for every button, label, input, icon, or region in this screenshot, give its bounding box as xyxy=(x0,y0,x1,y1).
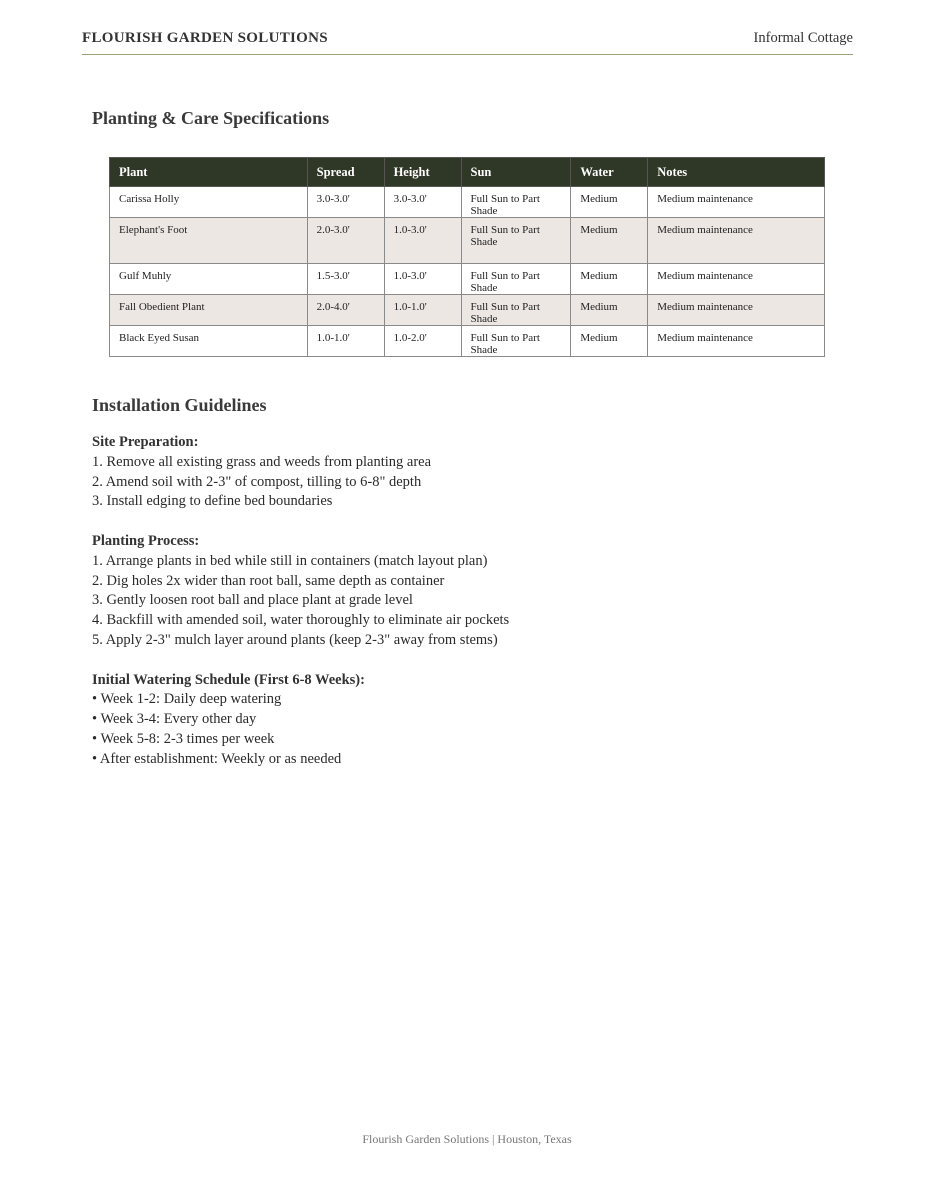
cell-water: Medium xyxy=(571,218,648,264)
plant-spec-table xyxy=(109,157,825,357)
cell-plant: Black Eyed Susan xyxy=(110,326,308,357)
planting-process-heading: Planting Process: xyxy=(92,532,200,549)
cell-height: 1.0-3.0' xyxy=(384,264,461,295)
cell-water: Medium xyxy=(571,326,648,357)
cell-height: 1.0-1.0' xyxy=(384,295,461,326)
specs-heading: Planting & Care Specifications xyxy=(92,108,330,128)
watering-schedule-heading: Initial Watering Schedule (First 6-8 Weeks): xyxy=(92,671,365,688)
cell-notes: Medium maintenance xyxy=(648,264,825,295)
column-header-sun: Sun xyxy=(461,158,571,187)
page-footer: Flourish Garden Solutions | Houston, Texas xyxy=(362,1132,572,1146)
cell-spread: 3.0-3.0' xyxy=(307,187,384,218)
page-header xyxy=(82,30,853,55)
cell-notes: Medium maintenance xyxy=(648,295,825,326)
cell-water: Medium xyxy=(571,264,648,295)
table-row xyxy=(110,295,825,326)
list-item: 5. Apply 2-3" mulch layer around plants (keep 2-3" away from stems) xyxy=(92,631,498,648)
cell-spread: 2.0-3.0' xyxy=(307,218,384,264)
list-item: 1. Arrange plants in bed while still in containers (match layout plan) xyxy=(92,552,488,569)
table-header-row xyxy=(110,158,825,187)
cell-water: Medium xyxy=(571,187,648,218)
column-header-height: Height xyxy=(384,158,461,187)
cell-sun: Full Sun to Part Shade xyxy=(461,295,571,326)
column-header-notes: Notes xyxy=(648,158,825,187)
site-prep-heading: Site Preparation: xyxy=(92,434,199,450)
list-item: • After establishment: Weekly or as needed xyxy=(92,750,342,767)
cell-notes: Medium maintenance xyxy=(648,187,825,218)
cell-plant: Fall Obedient Plant xyxy=(110,295,308,326)
installation-heading: Installation Guidelines xyxy=(92,395,267,415)
cell-sun: Full Sun to Part Shade xyxy=(461,218,571,264)
cell-spread: 1.5-3.0' xyxy=(307,264,384,295)
company-name: FLOURISH GARDEN SOLUTIONS xyxy=(82,30,328,46)
cell-height: 3.0-3.0' xyxy=(384,187,461,218)
column-header-water: Water xyxy=(571,158,648,187)
design-style: Informal Cottage xyxy=(753,30,853,46)
list-item: • Week 5-8: 2-3 times per week xyxy=(92,730,275,747)
cell-spread: 2.0-4.0' xyxy=(307,295,384,326)
list-item: 3. Gently loosen root ball and place plant at grade level xyxy=(92,592,413,609)
cell-notes: Medium maintenance xyxy=(648,326,825,357)
cell-water: Medium xyxy=(571,295,648,326)
cell-spread: 1.0-1.0' xyxy=(307,326,384,357)
cell-sun: Full Sun to Part Shade xyxy=(461,326,571,357)
list-item: 4. Backfill with amended soil, water thoroughly to eliminate air pockets xyxy=(92,612,510,629)
list-item: 3. Install edging to define bed boundaries xyxy=(92,493,333,510)
column-header-spread: Spread xyxy=(307,158,384,187)
cell-sun: Full Sun to Part Shade xyxy=(461,264,571,295)
list-item: 2. Dig holes 2x wider than root ball, same depth as container xyxy=(92,572,445,589)
cell-notes: Medium maintenance xyxy=(648,218,825,264)
list-item: • Week 1-2: Daily deep watering xyxy=(92,691,282,708)
cell-height: 1.0-3.0' xyxy=(384,218,461,264)
column-header-plant: Plant xyxy=(110,158,308,187)
cell-plant: Carissa Holly xyxy=(110,187,308,218)
table-row xyxy=(110,218,825,264)
list-item: 1. Remove all existing grass and weeds from planting area xyxy=(92,453,432,470)
list-item: • Week 3-4: Every other day xyxy=(92,711,257,728)
cell-sun: Full Sun to Part Shade xyxy=(461,187,571,218)
table-row xyxy=(110,326,825,357)
cell-height: 1.0-2.0' xyxy=(384,326,461,357)
cell-plant: Gulf Muhly xyxy=(110,264,308,295)
list-item: 2. Amend soil with 2-3" of compost, tilling to 6-8" depth xyxy=(92,473,422,490)
installation-guidelines xyxy=(92,433,509,770)
table-row xyxy=(110,264,825,295)
table-row xyxy=(110,187,825,218)
cell-plant: Elephant's Foot xyxy=(110,218,308,264)
